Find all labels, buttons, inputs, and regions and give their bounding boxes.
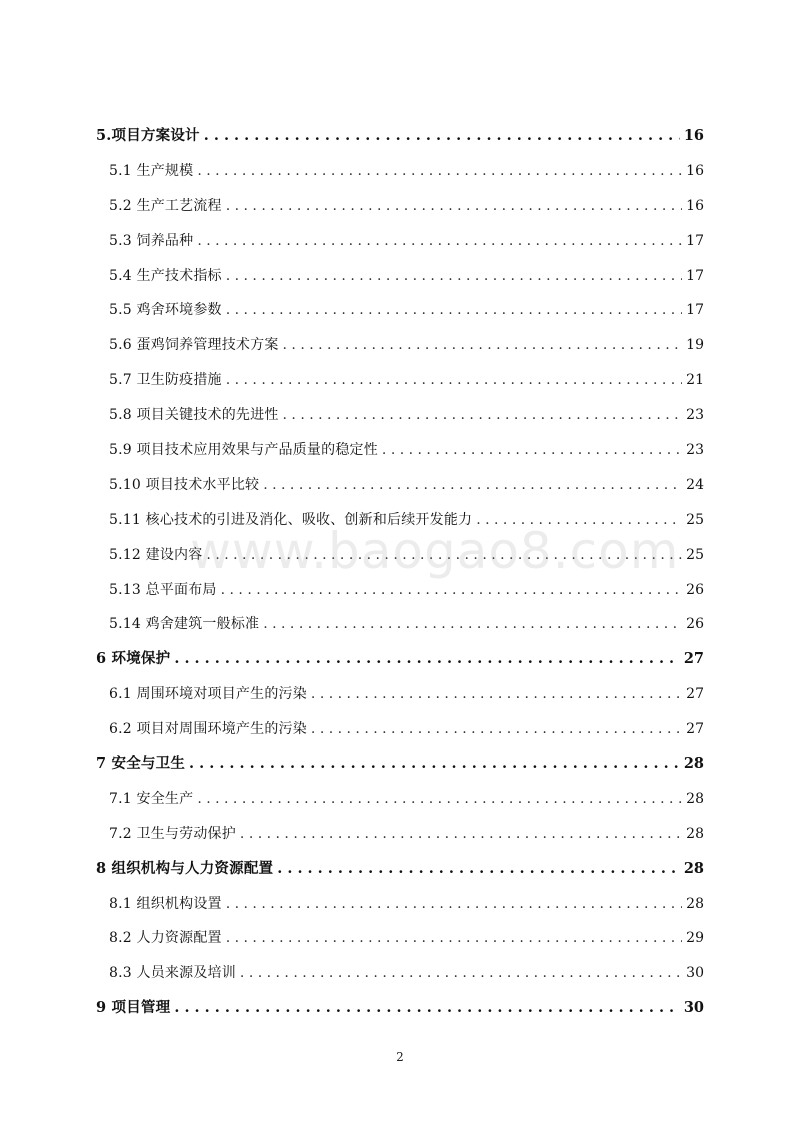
toc-entry[interactable]	[96, 538, 704, 573]
toc-entry[interactable]	[96, 328, 704, 363]
toc-dot-leader	[476, 503, 682, 538]
toc-entry-title: 6 环境保护	[96, 650, 171, 668]
toc-entry-page: 28	[686, 790, 704, 807]
toc-entry[interactable]	[96, 991, 704, 1026]
toc-entry-title: 5.2 生产工艺流程	[109, 197, 222, 214]
toc-dot-leader	[226, 293, 682, 328]
toc-dot-leader	[174, 991, 679, 1026]
toc-entry-page: 25	[686, 511, 704, 528]
toc-entry-title: 7 安全与卫生	[96, 755, 186, 773]
toc-dot-leader	[263, 607, 682, 642]
toc-entry-title: 7.2 卫生与劳动保护	[109, 825, 236, 842]
toc-entry[interactable]	[96, 119, 704, 154]
toc-entry-title: 8.2 人力资源配置	[109, 930, 222, 947]
toc-dot-leader	[226, 921, 682, 956]
toc-entry[interactable]	[96, 642, 704, 677]
toc-entry-title: 7.1 安全生产	[109, 790, 194, 807]
toc-entry-page: 30	[686, 965, 704, 982]
toc-entry-title: 5.14 鸡舍建筑一般标准	[109, 616, 260, 633]
toc-entry-page: 23	[686, 442, 704, 459]
toc-entry-page: 30	[683, 999, 704, 1017]
table-of-contents	[96, 119, 704, 1026]
page-number: 2	[396, 1050, 404, 1064]
toc-dot-leader	[226, 189, 682, 224]
toc-entry-page: 25	[686, 546, 704, 563]
toc-dot-leader	[283, 398, 683, 433]
toc-dot-leader	[197, 154, 682, 189]
toc-entry[interactable]	[96, 782, 704, 817]
toc-dot-leader	[240, 956, 682, 991]
toc-entry-page: 16	[686, 197, 704, 214]
toc-entry-title: 6.2 项目对周围环境产生的污染	[109, 721, 307, 738]
toc-dot-leader	[311, 712, 682, 747]
toc-dot-leader	[197, 782, 682, 817]
toc-entry[interactable]	[96, 956, 704, 991]
toc-entry-title: 8.3 人员来源及培训	[109, 965, 236, 982]
toc-entry-page: 26	[686, 616, 704, 633]
toc-entry-title: 5.9 项目技术应用效果与产品质量的稳定性	[109, 442, 378, 459]
toc-entry-page: 17	[686, 302, 704, 319]
toc-dot-leader	[382, 433, 682, 468]
toc-dot-leader	[197, 224, 682, 259]
toc-entry-title: 5.项目方案设计	[96, 127, 200, 144]
toc-entry[interactable]	[96, 468, 704, 503]
toc-entry[interactable]	[96, 887, 704, 922]
toc-entry[interactable]	[96, 224, 704, 259]
toc-entry-page: 23	[686, 407, 704, 424]
toc-entry-title: 5.5 鸡舍环境参数	[109, 302, 222, 319]
toc-entry[interactable]	[96, 677, 704, 712]
toc-dot-leader	[226, 259, 682, 294]
toc-entry-page: 24	[686, 476, 704, 493]
toc-entry-title: 8 组织机构与人力资源配置	[96, 859, 274, 877]
toc-entry-title: 5.13 总平面布局	[109, 581, 217, 598]
toc-entry-title: 8.1 组织机构设置	[109, 895, 222, 912]
toc-entry-page: 28	[683, 755, 704, 773]
toc-entry-page: 17	[686, 267, 704, 284]
toc-dot-leader	[240, 817, 682, 852]
toc-entry-title: 5.6 蛋鸡饲养管理技术方案	[109, 337, 279, 354]
toc-entry-title: 5.3 饲养品种	[109, 232, 194, 249]
toc-entry[interactable]	[96, 573, 704, 608]
toc-entry[interactable]	[96, 433, 704, 468]
toc-entry-title: 5.10 项目技术水平比较	[109, 476, 260, 493]
toc-dot-leader	[221, 573, 683, 608]
toc-dot-leader	[226, 887, 682, 922]
watermark: www.baogao8.com	[190, 522, 680, 580]
toc-entry[interactable]	[96, 712, 704, 747]
toc-dot-leader	[311, 677, 682, 712]
toc-entry-title: 5.1 生产规模	[109, 162, 194, 179]
toc-dot-leader	[189, 747, 680, 782]
toc-entry-page: 26	[686, 581, 704, 598]
toc-entry[interactable]	[96, 363, 704, 398]
toc-entry-page: 28	[683, 859, 704, 877]
toc-dot-leader	[206, 538, 682, 573]
toc-dot-leader	[263, 468, 682, 503]
toc-dot-leader	[226, 363, 682, 398]
toc-entry[interactable]	[96, 817, 704, 852]
toc-entry-page: 17	[686, 232, 704, 249]
toc-entry[interactable]	[96, 852, 704, 887]
toc-entry-page: 29	[686, 930, 704, 947]
toc-dot-leader	[283, 328, 683, 363]
toc-entry-title: 6.1 周围环境对项目产生的污染	[109, 686, 307, 703]
toc-entry[interactable]	[96, 259, 704, 294]
toc-entry-page: 28	[686, 895, 704, 912]
toc-entry[interactable]	[96, 921, 704, 956]
toc-entry-title: 5.8 项目关键技术的先进性	[109, 407, 279, 424]
toc-entry-title: 5.7 卫生防疫措施	[109, 372, 222, 389]
toc-entry-page: 16	[686, 162, 704, 179]
toc-entry[interactable]	[96, 189, 704, 224]
toc-entry-page: 21	[686, 372, 704, 389]
toc-entry-page: 28	[686, 825, 704, 842]
toc-dot-leader	[277, 852, 680, 887]
toc-entry[interactable]	[96, 607, 704, 642]
toc-entry[interactable]	[96, 293, 704, 328]
toc-entry[interactable]	[96, 154, 704, 189]
toc-entry-title: 9 项目管理	[96, 999, 171, 1017]
toc-entry-page: 27	[686, 721, 704, 738]
toc-entry-title: 5.12 建设内容	[109, 546, 203, 563]
toc-entry-page: 27	[686, 686, 704, 703]
toc-entry[interactable]	[96, 503, 704, 538]
toc-entry-page: 16	[683, 127, 704, 144]
toc-dot-leader	[204, 119, 680, 154]
toc-entry-title: 5.4 生产技术指标	[109, 267, 222, 284]
toc-entry-page: 27	[683, 650, 704, 668]
toc-entry-page: 19	[686, 337, 704, 354]
toc-dot-leader	[174, 642, 679, 677]
toc-entry[interactable]	[96, 747, 704, 782]
toc-entry-title: 5.11 核心技术的引进及消化、吸收、创新和后续开发能力	[109, 511, 473, 528]
toc-entry[interactable]	[96, 398, 704, 433]
